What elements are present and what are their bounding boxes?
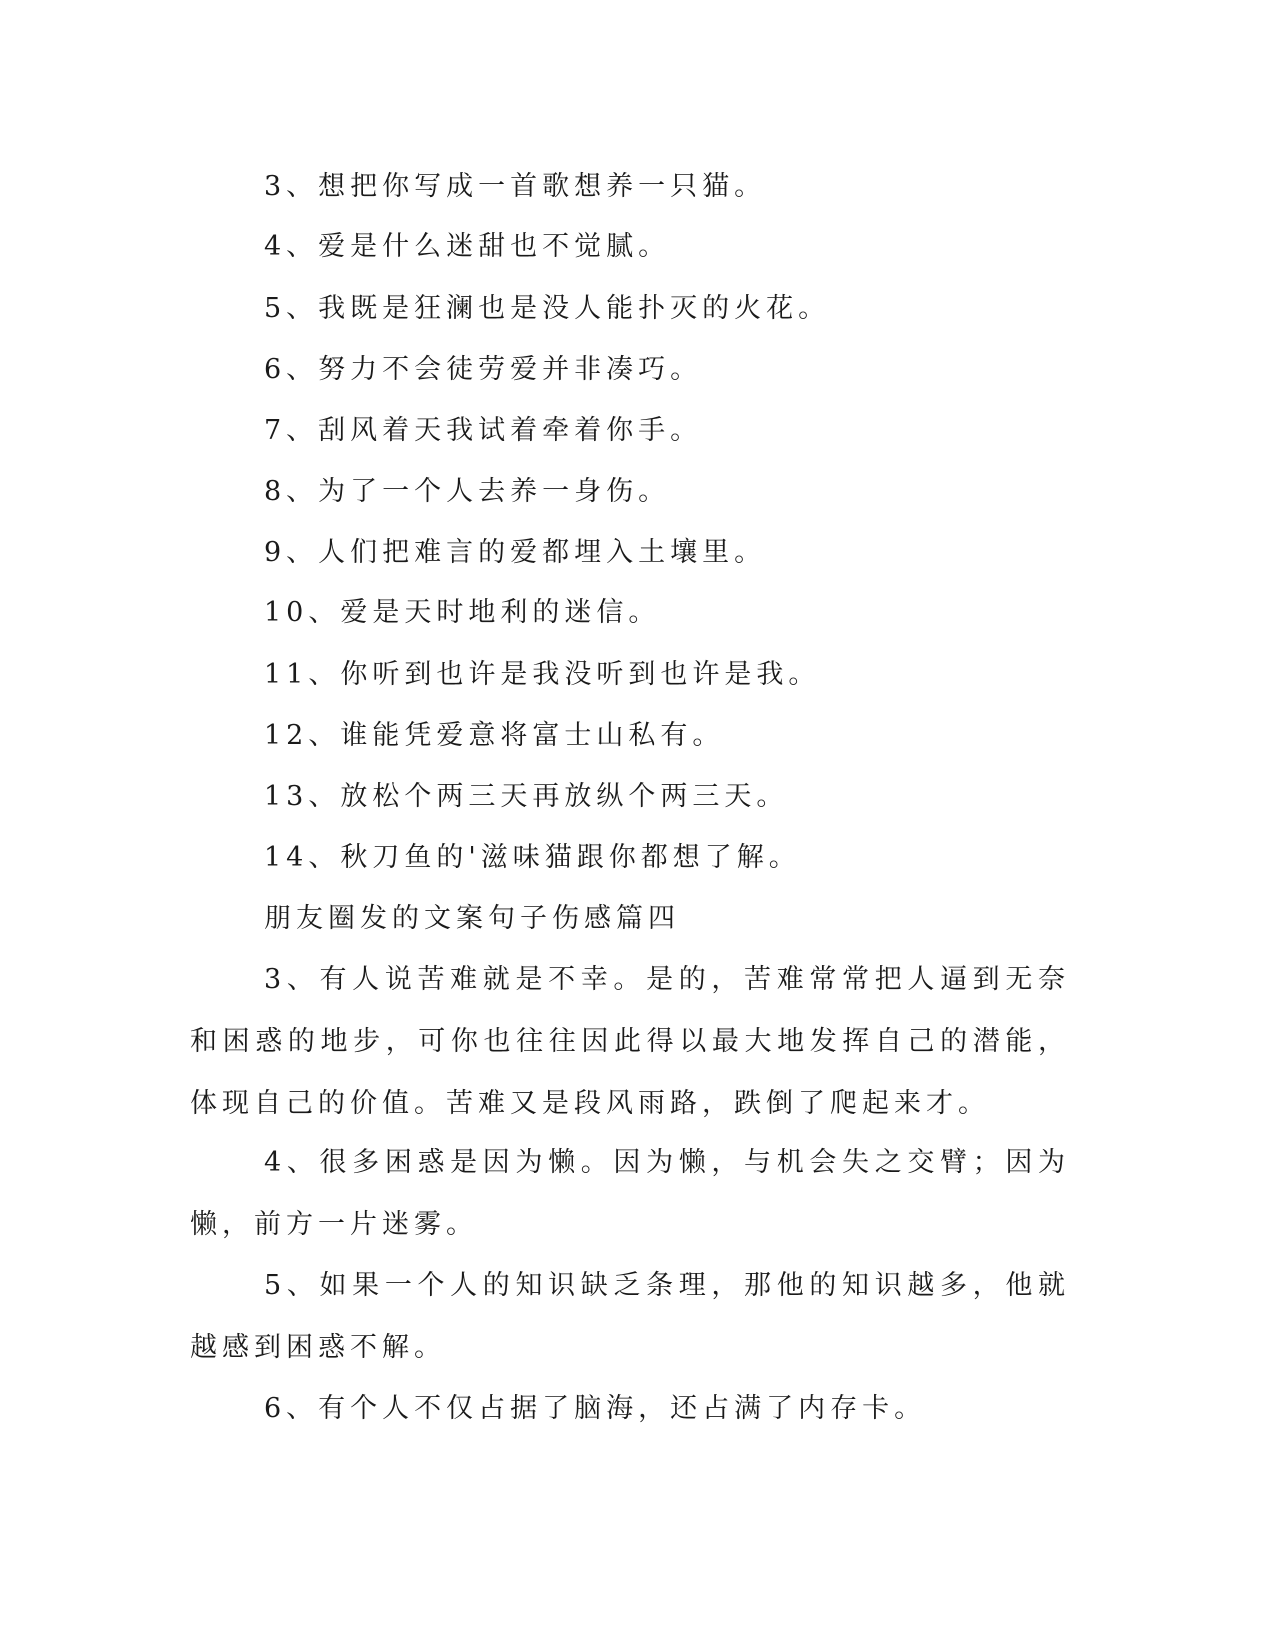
list-item: 11、你听到也许是我没听到也许是我。 (264, 659, 821, 690)
list-item: 12、谁能凭爱意将富士山私有。 (264, 720, 725, 751)
paragraph: 5、如果一个人的知识缺乏条理，那他的知识越多，他就越感到困惑不解。 (190, 1270, 1070, 1363)
paragraph: 3、有人说苦难就是不幸。是的，苦难常常把人逼到无奈和困惑的地步，可你也往往因此得以最大地发挥自己的潜能，体现自己的价值。苦难又是段风雨路，跌倒了爬起来才。 (190, 964, 1070, 1119)
list-item: 7、刮风着天我试着牵着你手。 (264, 415, 703, 446)
list-item: 8、为了一个人去养一身伤。 (264, 476, 671, 507)
list-item: 5、我既是狂澜也是没人能扑灭的火花。 (264, 293, 831, 324)
list-item: 6、努力不会徒劳爱并非凑巧。 (264, 354, 703, 385)
list-item: 13、放松个两三天再放纵个两三天。 (264, 781, 789, 812)
list-item: 4、爱是什么迷甜也不觉腻。 (264, 231, 671, 262)
list-item: 14、秋刀鱼的'滋味猫跟你都想了解。 (264, 842, 801, 873)
list-item: 10、爱是天时地利的迷信。 (264, 597, 661, 628)
list-item: 3、想把你写成一首歌想养一只猫。 (264, 171, 767, 202)
paragraph: 4、很多困惑是因为懒。因为懒，与机会失之交臂；因为懒，前方一片迷雾。 (190, 1147, 1070, 1240)
paragraph: 6、有个人不仅占据了脑海，还占满了内存卡。 (264, 1393, 927, 1424)
list-item: 9、人们把难言的爱都埋入土壤里。 (264, 537, 767, 568)
section-title: 朋友圈发的文案句子伤感篇四 (264, 903, 680, 934)
